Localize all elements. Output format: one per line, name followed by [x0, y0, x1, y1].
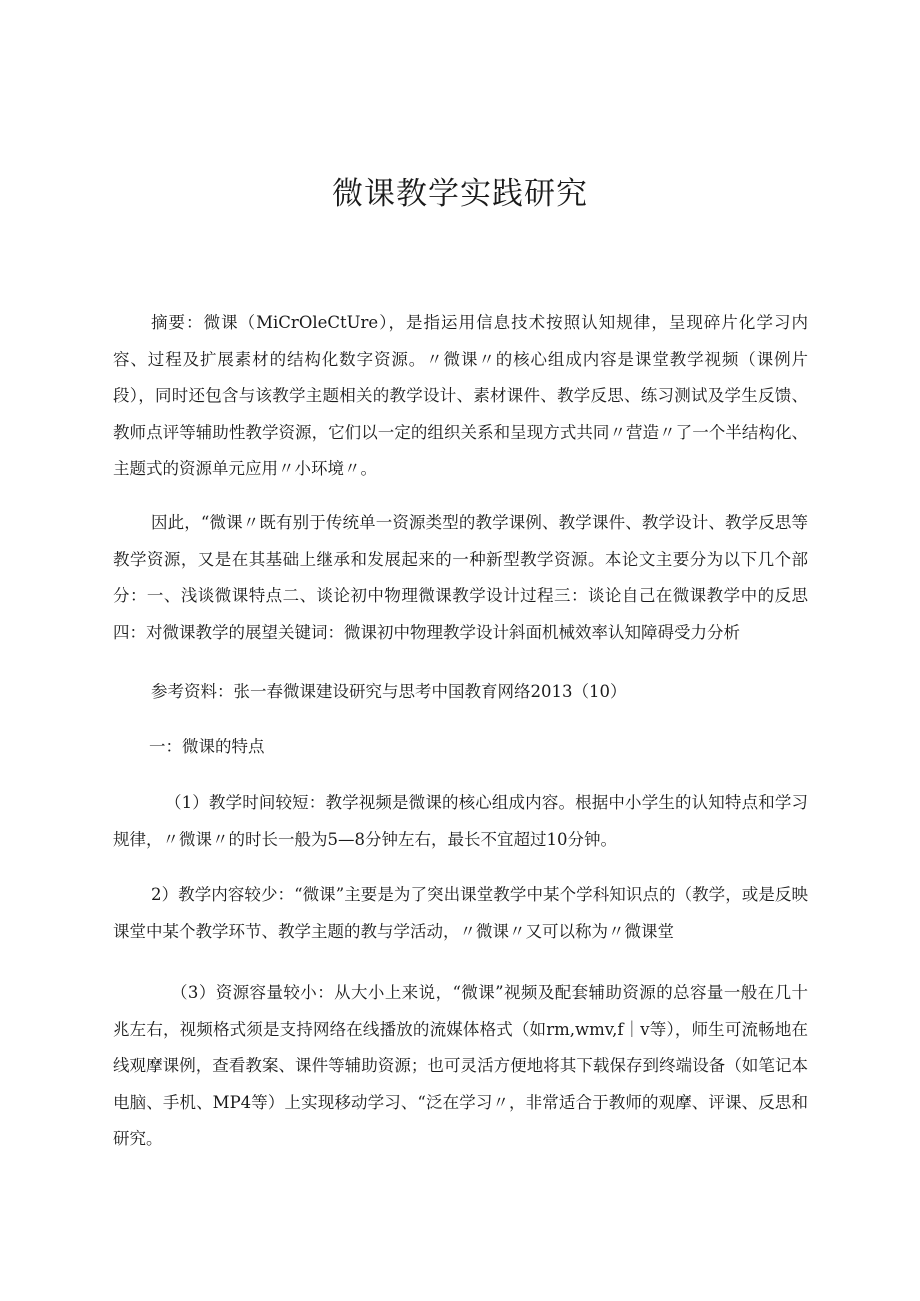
point-one-paragraph: （1）教学时间较短：教学视频是微课的核心组成内容。根据中小学生的认知特点和学习规律，〃微课〃的时长一般为5—8分钟左右，最长不宜超过10分钟。 — [113, 793, 808, 849]
abstract-paragraph: 摘要：微课（MiCrOleCtUre），是指运用信息技术按照认知规律，呈现碎片化学习内容、过程及扩展素材的结构化数字资源。〃微课〃的核心组成内容是课堂教学视频（课例片段），同时还包含与该教学主题相关的教学设计、素材课件、教学反思、练习测试及学生反馈、教师点评等辅助性教学资源，它们以一定的组织关系和呈现方式共同〃营造〃了一个半结构化、主题式的资源单元应用〃小环境〃。 — [113, 313, 808, 478]
point-three-paragraph: （3）资源容量较小：从大小上来说，“微课”视频及配套辅助资源的总容量一般在几十兆左右，视频格式须是支持网络在线播放的流媒体格式（如rm,wmv,f｜v等），师生可流畅地在线观摩课例，查看教案、课件等辅助资源；也可灵活方便地将其下载保存到终端设备（如笔记本电脑、手机、MP4等）上实现移动学习、“泛在学习〃，非常适合于教师的观摩、评课、反思和研究。 — [113, 983, 808, 1148]
point-two-paragraph: 2）教学内容较少：“微课”主要是为了突出课堂教学中某个学科知识点的（教学，或是反映课堂中某个教学环节、教学主题的教与学活动，〃微课〃又可以称为〃微课堂 — [113, 885, 808, 941]
document-title: 微课教学实践研究 — [332, 176, 588, 212]
intro-paragraph: 因此，“微课〃既有别于传统单一资源类型的教学课例、教学课件、教学设计、教学反思等教学资源，又是在其基础上继承和发展起来的一种新型教学资源。本论文主要分为以下几个部分：一、浅谈微课特点二、谈论初中物理微课教学设计过程三：谈论自己在微课教学中的反思四：对微课教学的展望关键词：微课初中物理教学设计斜面机械效率认知障碍受力分析 — [113, 513, 808, 642]
section-heading: 一：微课的特点 — [149, 737, 265, 756]
reference-line: 参考资料：张一春微课建设研究与思考中国教育网络2013（10） — [151, 682, 627, 701]
